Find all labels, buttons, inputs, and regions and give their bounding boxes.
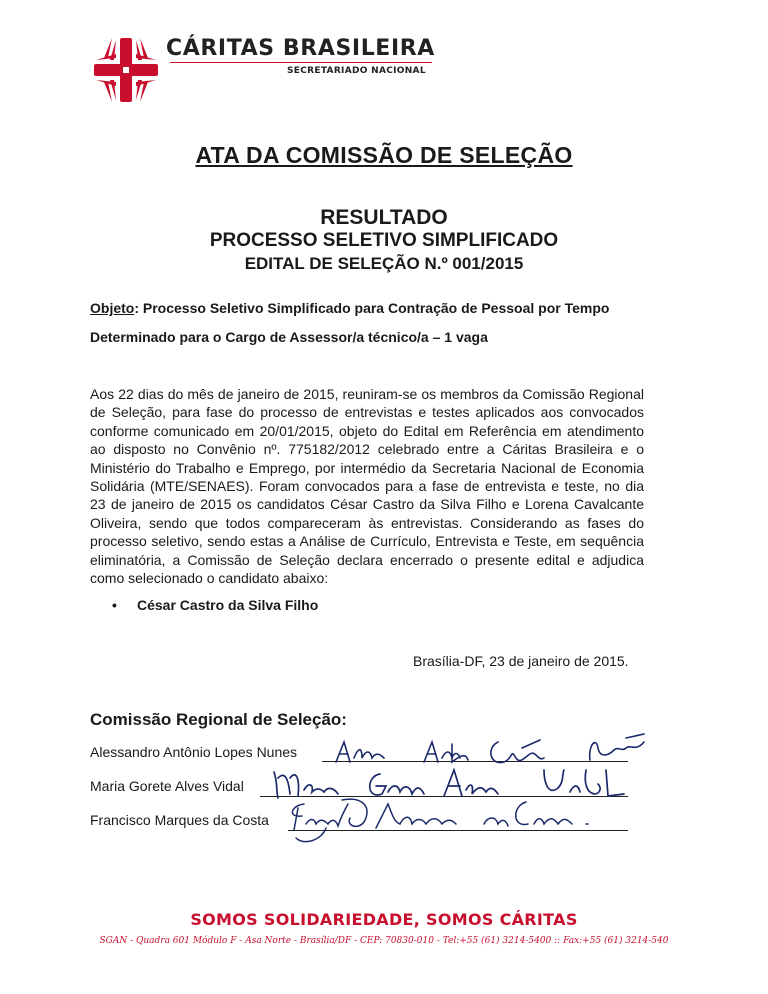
org-divider: [170, 62, 432, 63]
selected-candidate-item: [112, 597, 318, 613]
member-row-1: [90, 744, 297, 760]
document-title: ATA DA COMISSÃO DE SELEÇÃO: [195, 142, 573, 168]
org-subtitle: SECRETARIADO NACIONAL: [287, 66, 426, 76]
selected-candidate-name: César Castro da Silva Filho: [137, 597, 319, 613]
member-name: Francisco Marques da Costa: [90, 812, 269, 828]
footer-slogan: SOMOS SOLIDARIEDADE, SOMOS CÁRITAS: [190, 910, 578, 929]
place-date: Brasília-DF, 23 de janeiro de 2015.: [413, 653, 629, 669]
footer-address: SGAN - Quadra 601 Módulo F - Asa Norte - Brasília/DF - CEP: 70830-010 - Tel:+55 (61) 3214-5400 :: Fax:+55 (61) 3214-540: [99, 936, 669, 946]
edital-heading: EDITAL DE SELEÇÃO N.º 001/2015: [244, 254, 524, 273]
member-row-3: [90, 812, 269, 828]
result-heading: RESULTADO: [320, 206, 448, 229]
process-heading: PROCESSO SELETIVO SIMPLIFICADO: [209, 230, 559, 251]
commission-heading: Comissão Regional de Seleção:: [90, 710, 347, 729]
bullet-icon: •: [112, 597, 117, 613]
object-label: Objeto: [90, 300, 135, 316]
member-row-2: [90, 778, 244, 794]
org-name: CÁRITAS BRASILEIRA: [166, 36, 435, 61]
member-name: Maria Gorete Alves Vidal: [90, 778, 244, 794]
member-name: Alessandro Antônio Lopes Nunes: [90, 744, 298, 760]
caritas-logo-icon: [90, 34, 162, 106]
object-text: : Processo Seletivo Simplificado para Contração de Pessoal por Tempo Determinado para o Cargo de Assessor/a técnico/a – 1 vaga: [90, 300, 610, 345]
object-statement: [90, 294, 680, 352]
minutes-paragraph: Aos 22 dias do mês de janeiro de 2015, reuniram-se os membros da Comissão Regional de Seleção, para fase do processo de entrevistas e testes aplicados aos convocados conforme comunicado em 20/01/2015, objeto do Edital em Referência em atendimento ao disposto no Convênio nº. 775182/2012 celebrado entre a Cáritas Brasileira e o Ministério do Trabalho e Emprego, por intermédio da Secretaria Nacional de Economia Solidária (MTE/SENAES). Foram convocados para a fase de entrevista e teste, no dia 23 de janeiro de 2015 os candidatos César Castro da Silva Filho e Lorena Cavalcante Oliveira, sendo que todos compareceram às entrevistas. Considerando as fases do processo seletivo, sendo estas a Análise de Currículo, Entrevista e Teste, em sequência eliminatória, a Comissão de Seleção declara encerrado o presente edital e adjudica como selecionado o candidato abaixo:: [90, 386, 644, 587]
signature-image-3: [276, 794, 616, 850]
